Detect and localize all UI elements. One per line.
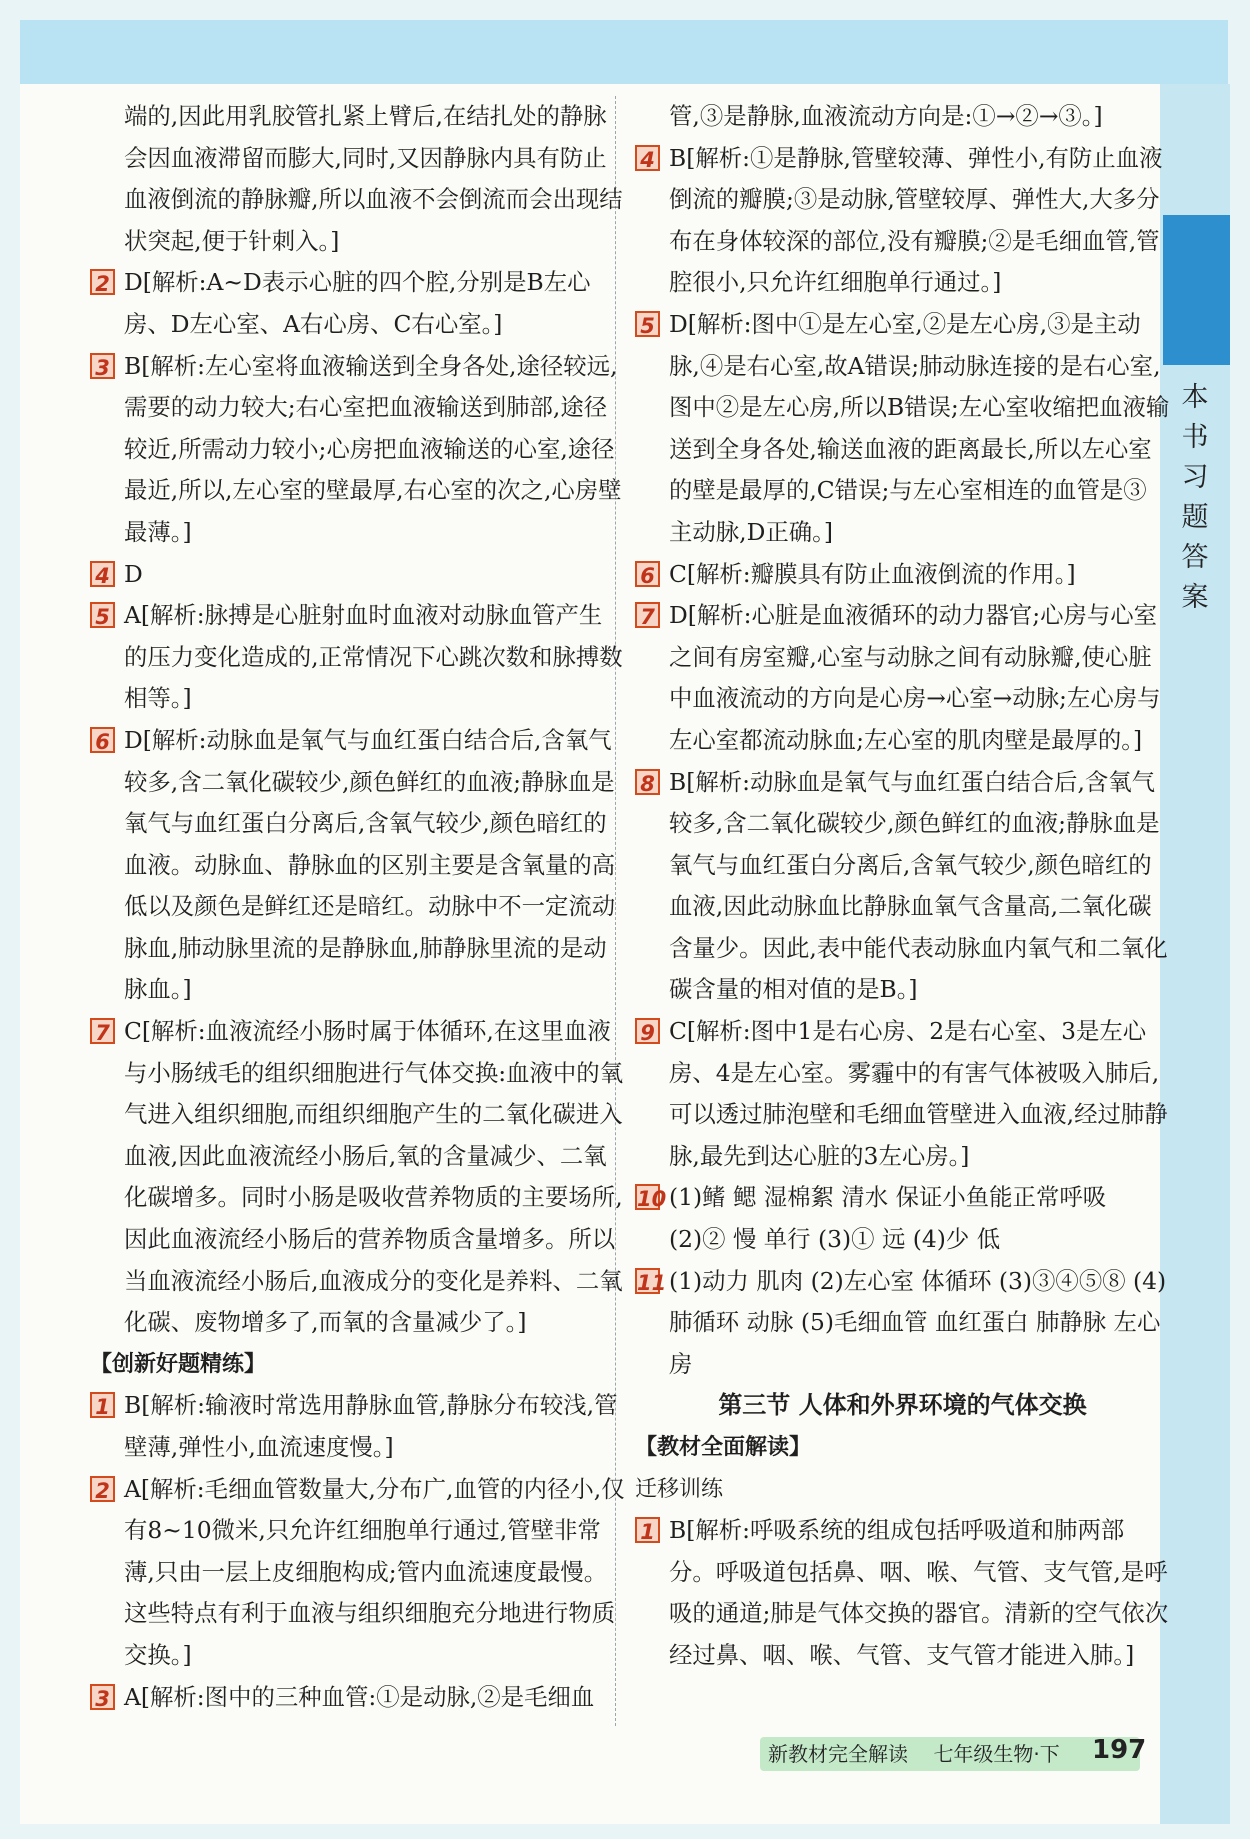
answer-text: B[解析:①是静脉,管壁较薄、弹性小,有防止血液倒流的瓣膜;③是动脉,管壁较厚、弹性大,大多分布在身体较深的部位,没有瓣膜;②是毛细血管,管腔很小,只允许红细胞单行通过。] [669,143,1163,297]
answer-item [640,1510,1170,1676]
answer-text: B[解析:输液时常选用静脉血管,静脉分布较浅,管壁薄,弹性小,血流速度慢。] [124,1391,618,1461]
question-number-badge: 6 [635,561,660,587]
footer-book-info [768,1739,1060,1769]
question-number-badge: 3 [90,1684,115,1710]
answer-item [95,554,625,596]
side-label: 本书习题答案 [1181,382,1209,613]
question-number-badge: 7 [90,1018,115,1044]
answer-text: A[解析:脉搏是心脏射血时血液对动脉血管产生的压力变化造成的,正常情况下心跳次数和脉搏数相等。] [124,601,623,713]
answer-text: D[解析:图中①是左心室,②是左心房,③是主动脉,④是右心室,故A错误;肺动脉连接的是右心室,图中②是左心房,所以B错误;左心室收缩把血液输送到全身各处,输送血液的距离最长,所以左心室的壁是最厚的,C错误;与左心室相连的血管是③主动脉,D正确。] [669,309,1170,546]
answer-item [95,346,625,554]
right-column [635,96,1170,1677]
answer-item [95,262,625,345]
question-number-badge: 4 [90,561,115,587]
answer-text: C[解析:图中1是右心房、2是右心室、3是左心房、4是左心室。雾霾中的有害气体被吸入肺后,可以透过肺泡壁和毛细血管壁进入血液,经过肺静脉,最先到达心脏的3左心房。] [669,1017,1168,1170]
answer-text: (1)鳍 鳃 湿棉絮 清水 保证小鱼能正常呼吸 (2)② 慢 单行 (3)① 远 (4)少 低 [669,1183,1107,1254]
answer-text: C[解析:瓣膜具有防止血液倒流的作用。] [669,559,1076,588]
question-number-badge: 1 [635,1517,660,1543]
footer-book-title: 新教材完全解读 [768,1742,908,1766]
answer-text: D[解析:心脏是血液循环的动力器官;心房与心室之间有房室瓣,心室与动脉之间有动脉瓣,使心脏中血液流动的方向是心房→心室→动脉;左心房与左心室都流动脉血;左心室的肌肉壁是最厚的。] [669,601,1161,754]
answer-item [640,554,1170,596]
question-number-badge: 10 [635,1184,660,1210]
answer-item [637,1261,1170,1386]
answer-text: (1)动力 肌肉 (2)左心室 体循环 (3)③④⑤⑧ (4)肺循环 动脉 (5)毛细血管 血红蛋白 肺静脉 左心房 [669,1266,1167,1378]
left-column [90,96,625,1718]
answer-text: A[解析:图中的三种血管:①是动脉,②是毛细血 [124,1682,595,1711]
answer-text: D[解析:动脉血是氧气与血红蛋白结合后,含氧气较多,含二氧化碳较少,颜色鲜红的血液;静脉血是氧气与血红蛋白分离后,含氧气较少,颜色暗红的血液。动脉血、静脉血的区别主要是含氧量的高低以及颜色是鲜红还是暗红。动脉中不一定流动脉血,肺动脉里流的是静脉血,肺静脉里流的是动脉血。] [124,725,616,1004]
chapter-tab[interactable] [1163,215,1230,365]
question-number-badge: 7 [635,602,660,628]
answer-text: 管,③是静脉,血液流动方向是:①→②→③。] [669,102,1103,130]
answer-text: B[解析:左心室将血液输送到全身各处,途径较远,需要的动力较大;右心室把血液输送到肺部,途径较近,所需动力较小;心房把血液输送的心室,途径最近,所以,左心室的壁最厚,右心室的次之,心房壁最薄。] [124,351,622,546]
subheading: 迁移训练 [635,1476,724,1502]
answer-item [95,720,625,1011]
answer-item [637,1177,1170,1260]
answer-text: C[解析:血液流经小肠时属于体循环,在这里血液与小肠绒毛的组织细胞进行气体交换:血液中的氧气进入组织细胞,而组织细胞产生的二氧化碳进入血液,因此血液流经小肠后,氧的含量减少、二氧化碳增多。同时小肠是吸收营养物质的主要场所,因此血液流经小肠后的营养物质含量增多。所以当血液流经小肠后,血液成分的变化是养料、二氧化碳、废物增多了,而氧的含量减少了。] [124,1017,624,1337]
answer-text: B[解析:呼吸系统的组成包括呼吸道和肺两部分。呼吸道包括鼻、咽、喉、气管、支气管,是呼吸的通道;肺是气体交换的器官。清新的空气依次经过鼻、咽、喉、气管、支气管才能进入肺。] [669,1516,1169,1669]
answer-item [640,304,1170,554]
question-number-badge: 2 [90,269,115,295]
question-number-badge: 5 [90,602,115,628]
answer-item [95,1469,625,1677]
answer-text: D[解析:A~D表示心脏的四个腔,分别是B左心房、D左心室、A右心房、C右心室。] [124,268,591,338]
answer-item [640,595,1170,761]
answer-text: D [124,559,143,588]
answer-item [95,1385,625,1468]
answer-text: A[解析:毛细血管数量大,分布广,血管的内径小,仅有8~10微米,只允许红细胞单行通过,管壁非常薄,只由一层上皮细胞构成;管内血流速度最慢。这些特点有利于血液与组织细胞充分地进行物质交换。] [124,1474,625,1669]
footer-subject: 七年级生物·下 [933,1742,1060,1766]
answer-item [640,138,1170,304]
section-title: 第三节 人体和外界环境的气体交换 [718,1391,1087,1420]
question-number-badge: 1 [90,1392,115,1418]
answer-item [124,96,625,262]
answer-text: B[解析:动脉血是氧气与血红蛋白结合后,含氧气较多,含二氧化碳较少,颜色鲜红的血液;静脉血是氧气与血红蛋白分离后,含氧气较少,颜色暗红的血液,因此动脉血比静脉血氧气含量高,二氧化碳含量少。因此,表中能代表动脉血内氧气和二氧化碳含量的相对值的是B。] [669,767,1168,1004]
question-number-badge: 5 [635,311,660,337]
question-number-badge: 4 [635,145,660,171]
top-color-band [20,20,1228,84]
question-number-badge: 8 [635,769,660,795]
question-number-badge: 9 [635,1018,660,1044]
section-heading: 【创新好题精练】 [90,1351,267,1377]
answer-item [640,1011,1170,1177]
question-number-badge: 11 [635,1268,660,1294]
page-number: 197 [1092,1735,1147,1765]
question-number-badge: 6 [90,727,115,753]
answer-item [95,1011,625,1344]
answer-item [95,595,625,720]
question-number-badge: 3 [90,353,115,379]
answer-item [669,96,1170,138]
answer-text: 端的,因此用乳胶管扎紧上臂后,在结扎处的静脉会因血液滞留而膨大,同时,又因静脉内具有防止血液倒流的静脉瓣,所以血液不会倒流而会出现结状突起,便于针刺入。] [124,102,623,255]
section-heading: 【教材全面解读】 [635,1435,812,1460]
answer-item [640,762,1170,1012]
question-number-badge: 2 [90,1476,115,1502]
answer-item [95,1677,625,1719]
